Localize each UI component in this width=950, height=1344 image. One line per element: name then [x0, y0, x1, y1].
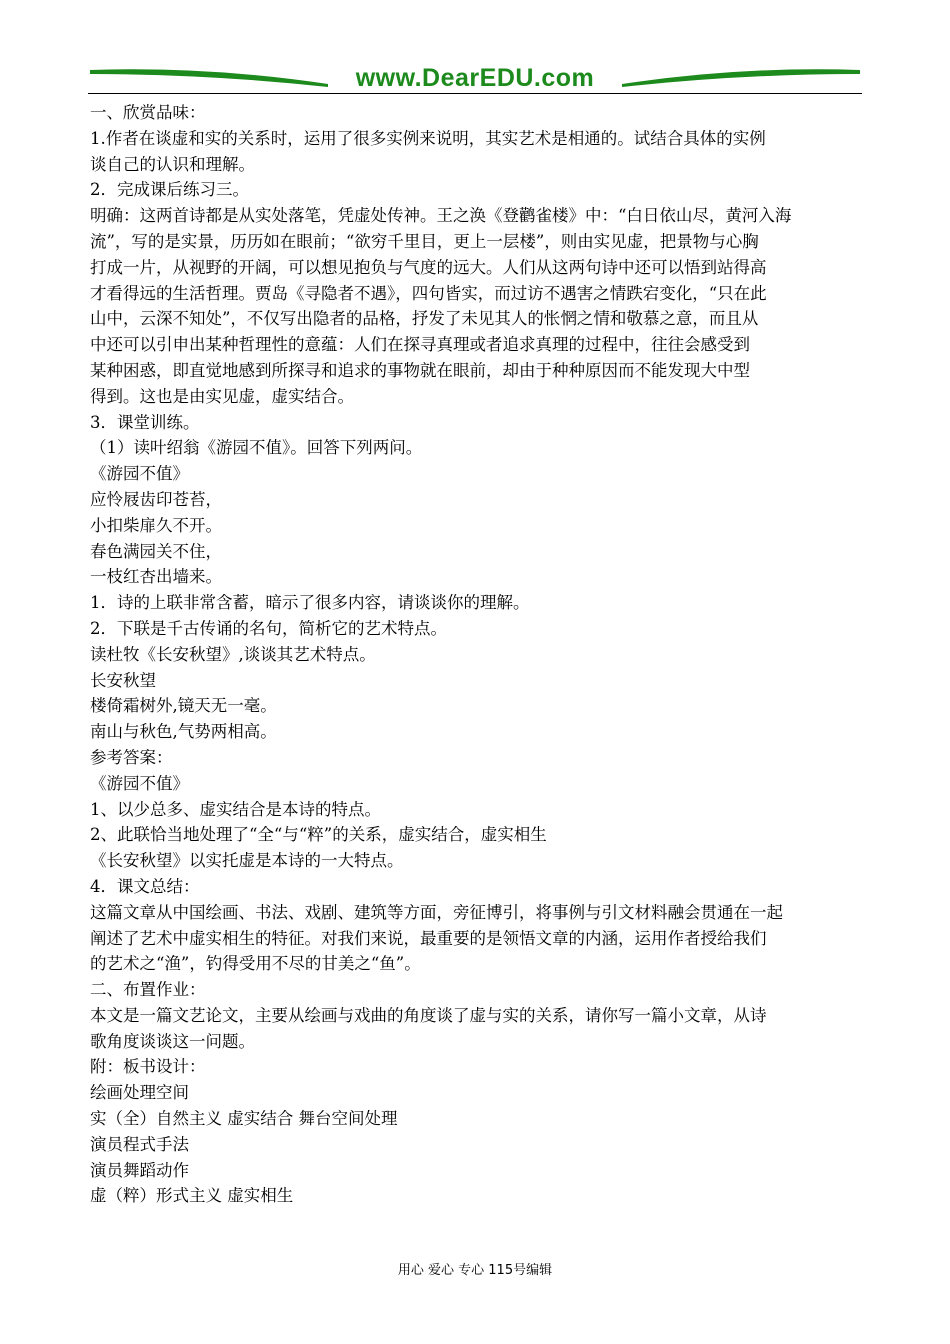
text-line: 的艺术之“渔”，钓得受用不尽的甘美之“鱼”。 [90, 954, 421, 974]
text-line: 一、欣赏品味： [90, 103, 206, 122]
header-divider [88, 93, 862, 94]
text-line: 才看得远的生活哲理。贾岛《寻隐者不遇》，四句皆实，而过访不遇害之情跌宕变化，“只在此 [90, 283, 767, 303]
text-line: 本文是一篇文艺论文，主要从绘画与戏曲的角度谈了虚与实的关系，请你写一篇小文章，从诗 [90, 1005, 767, 1025]
text-line: 读杜牧《长安秋望》,谈谈其艺术特点。 [90, 644, 376, 664]
header-logo-banner [88, 62, 862, 96]
text-line: 得到。这也是由实见虚，虚实结合。 [90, 386, 354, 406]
page-footer: 用心 爱心 专心 115号编辑 [397, 1263, 553, 1278]
document-body [90, 100, 865, 1209]
text-line: 2．下联是千古传诵的名句，简析它的艺术特点。 [90, 618, 447, 638]
text-line: 中还可以引申出某种哲理性的意蕴：人们在探寻真理或者追求真理的过程中，往往会感受到 [90, 335, 750, 355]
text-line: 小扣柴扉久不开。 [90, 515, 222, 535]
text-line: 山中，云深不知处”，不仅写出隐者的品格，抒发了未见其人的怅惘之情和敬慕之意，而且从 [90, 309, 759, 329]
text-line: 演员程式手法 [90, 1134, 189, 1154]
text-line: 附：板书设计： [90, 1057, 206, 1077]
text-line: 阐述了艺术中虚实相生的特征。对我们来说，最重要的是领悟文章的内涵，运用作者授给我们 [90, 928, 767, 948]
text-line: 《游园不值》 [90, 464, 189, 484]
text-line: 长安秋望 [90, 670, 156, 690]
site-logo-text: www.DearEDU.com [355, 64, 595, 92]
text-line: 流”，写的是实景，历历如在眼前；“欲穷千里目，更上一层楼”，则由实见虚，把景物与心胸 [90, 231, 759, 251]
text-line: 参考答案： [90, 747, 173, 767]
text-line: 1、以少总多、虚实结合是本诗的特点。 [90, 799, 381, 819]
text-line: 虚（粹）形式主义 虚实相生 [90, 1186, 294, 1206]
text-line: 歌角度谈谈这一问题。 [90, 1031, 255, 1051]
text-line: 4．课文总结： [90, 876, 200, 896]
text-line: 某种困惑，即直觉地感到所探寻和追求的事物就在眼前，却由于种种原因而不能发现大中型 [90, 360, 750, 380]
text-line: 二、布置作业： [90, 980, 206, 1000]
text-line: 1.作者在谈虚和实的关系时，运用了很多实例来说明，其实艺术是相通的。试结合具体的实例 [90, 128, 766, 148]
text-line: 这篇文章从中国绘画、书法、戏剧、建筑等方面，旁征博引，将事例与引文材料融会贯通在一起 [90, 902, 783, 922]
text-line: 2．完成课后练习三。 [90, 180, 249, 200]
text-line: 应怜屐齿印苍苔， [90, 489, 222, 509]
text-line: 1．诗的上联非常含蓄，暗示了很多内容，请谈谈你的理解。 [90, 593, 530, 613]
text-line: 南山与秋色,气势两相高。 [90, 722, 277, 742]
text-line: 3．课堂训练。 [90, 412, 200, 432]
text-line: 2、此联恰当地处理了“全“与“粹”的关系，虚实结合，虚实相生 [90, 825, 547, 845]
text-line: （1）读叶绍翁《游园不值》。回答下列两问。 [90, 438, 423, 458]
text-line: 一枝红杏出墙来。 [90, 567, 222, 587]
text-line: 春色满园关不住， [90, 541, 222, 561]
text-line: 演员舞蹈动作 [90, 1160, 189, 1180]
text-line: 绘画处理空间 [90, 1083, 189, 1103]
text-line: 实（全）自然主义 虚实结合 舞台空间处理 [90, 1109, 398, 1129]
text-line: 《长安秋望》以实托虚是本诗的一大特点。 [90, 851, 404, 871]
text-line: 《游园不值》 [90, 773, 189, 793]
text-line: 打成一片，从视野的开阔，可以想见抱负与气度的远大。人们从这两句诗中还可以悟到站得高 [90, 257, 767, 277]
text-line: 楼倚霜树外,镜天无一毫。 [90, 696, 277, 716]
text-line: 谈自己的认识和理解。 [90, 154, 255, 174]
text-line: 明确：这两首诗都是从实处落笔，凭虚处传神。王之涣《登鹳雀楼》中：“白日依山尽，黄河入海 [90, 206, 792, 226]
